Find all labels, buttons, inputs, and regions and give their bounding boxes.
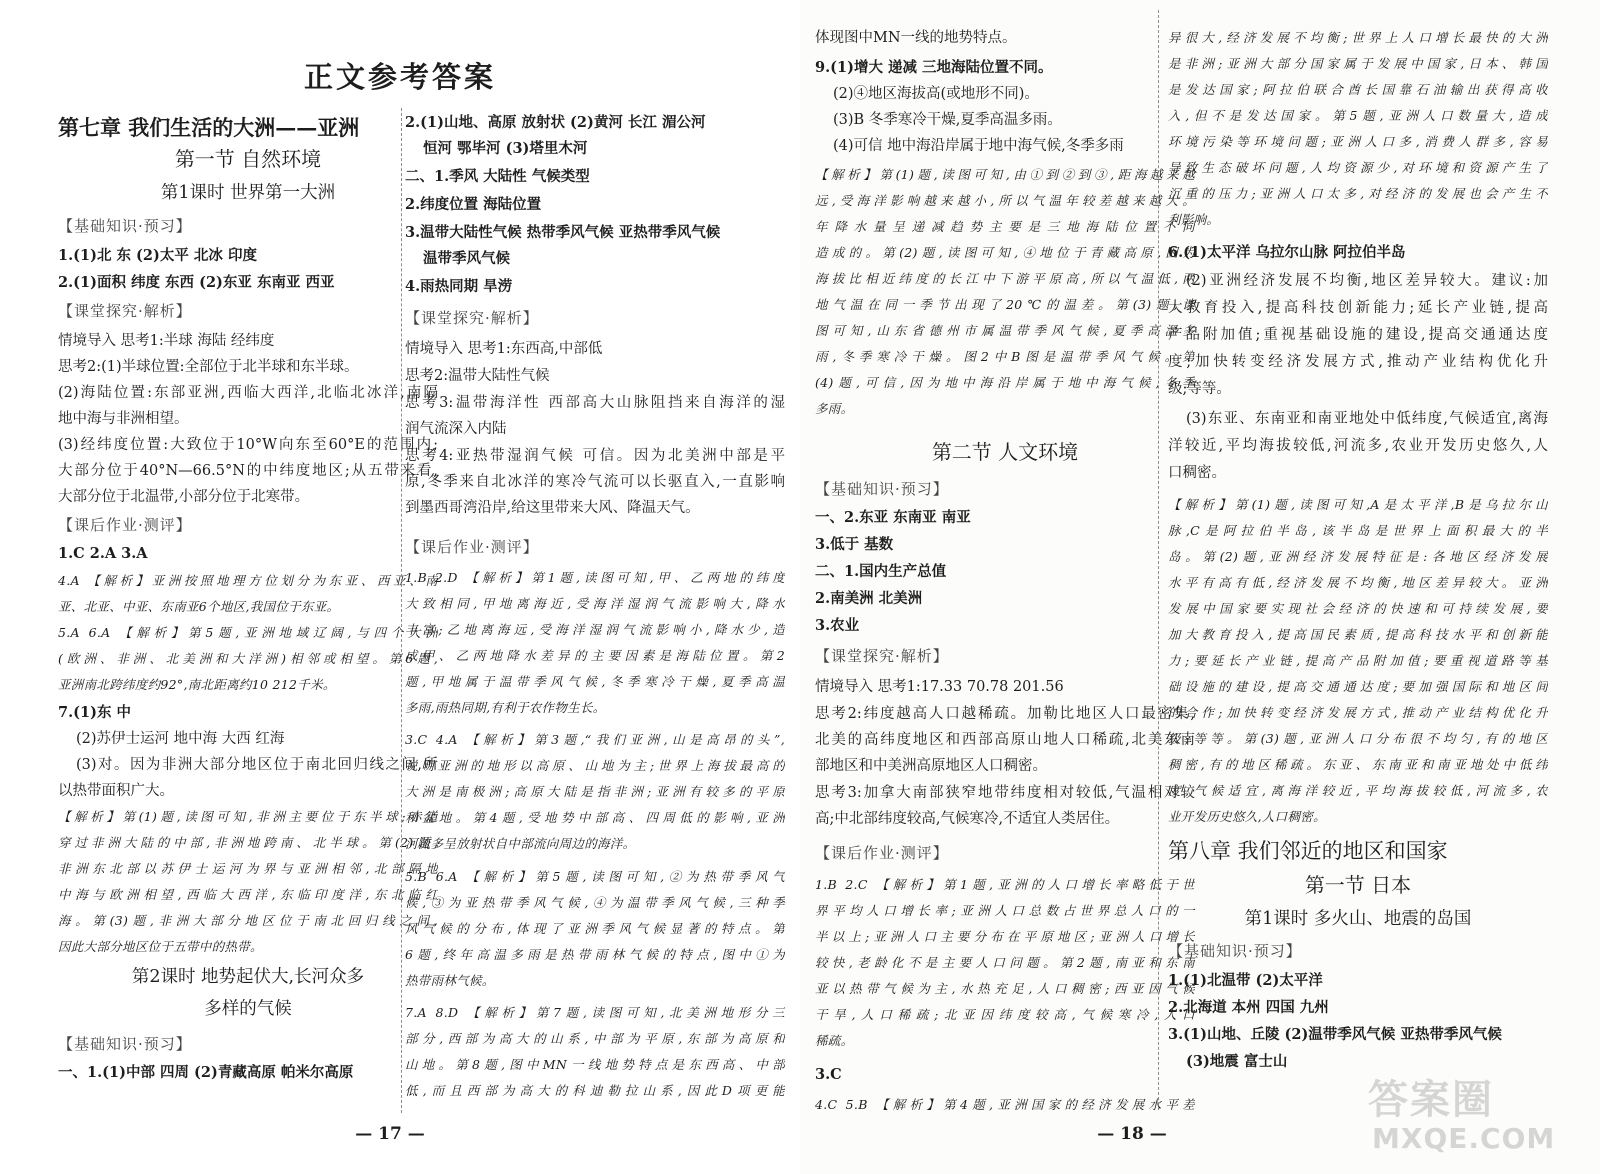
explanation-line: 岛。第(2)题,亚洲经济发展特征是:各地区经济发展 [1168,549,1548,564]
answer-line: 思考4:亚热带湿润气候 可信。因为北美洲中部是平 [405,448,785,464]
page-number: — 18 — [1097,1124,1167,1144]
explanation-line: 中海与欧洲相望,西临大西洋,东临印度洋,东北临红 [58,887,438,902]
explanation-line: 海。第(3)题,非洲大部分地区位于南北回归线之间, [58,913,438,928]
answer-line: 一、2.东亚 东南亚 南亚 [815,509,971,526]
answer-line: 情境导入 思考1:东西高,中部低 [405,341,603,357]
column-divider [401,108,402,1113]
answer-line: 1.(1)北 东 (2)太平 北冰 印度 [58,247,257,264]
answer-line: 以热带面积广大。 [58,783,174,799]
page-number: — 17 — [355,1124,425,1144]
answer-line: 2.北海道 本州 四国 九州 [1168,999,1329,1016]
explanation-line: 大致相同,甲地离海近,受海洋湿润气流影响大,降水 [405,596,785,611]
answer-line: 3.(1)山地、丘陵 (2)温带季风气候 亚热带季风气候 [1168,1026,1502,1043]
answer-line: 3.温带大陆性气候 热带季风气候 亚热带季风气候 [405,224,721,241]
explanation-line: 环境污染等环境问题;亚洲人口多,消费人群多,容易 [1168,134,1548,149]
answer-line: 度;加快转变经济发展方式,推动产业结构优化升 [1168,354,1548,370]
answer-line: 部地区和中美洲高原地区人口稠密。 [815,758,1047,774]
answer-line: 情境导入 思考1:半球 海陆 经纬度 [58,333,275,349]
subsection-tag: 【课堂探究·解析】 [815,647,949,665]
answer-line: 温带季风气候 [423,250,510,267]
answer-line: 洋较近,平均海拔较低,河流多,农业开发历史悠久,人 [1168,438,1548,454]
explanation-line: 多雨。 [815,401,854,416]
section-heading: 第一节 自然环境 [174,147,322,171]
explanation-line: 1.B 2.D 【解析】第1题,读图可知,甲、乙两地的纬度 [405,570,785,585]
explanation-line: 6题,终年高温多雨是热带雨林气候的特点,图中①为 [405,947,785,962]
answer-line: 润气流深入内陆 [405,421,507,437]
answer-line: 3.低于 基数 [815,536,894,553]
lesson-heading: 第1课时 世界第一大洲 [160,183,336,203]
answer-line: 二、1.季风 大陆性 气候类型 [405,168,590,185]
subsection-tag: 【基础知识·预习】 [815,480,949,498]
explanation-line: 干旱,人口稀疏;北亚因纬度较高,气候寒冷,人口 [815,1007,1195,1022]
page-title: 正文参考答案 [303,60,496,94]
answer-line: 思考2:温带大陆性气候 [405,368,550,384]
section-heading: 第一节 日本 [1304,873,1412,897]
explanation-line: 利影响。 [1168,212,1220,227]
explanation-line: 础设施的建设,提高交通通达度;要加强国际和地区间 [1168,679,1548,694]
column-1 [58,0,438,1130]
explanation-line: 丰富;乙地离海远,受海洋湿润气流影响小,降水少,造 [405,622,785,637]
explanation-line: 大洲是南极洲;高原大陆是指非洲;亚洲有较多的平原 [405,784,785,799]
answer-line: 1.C 2.A 3.A [58,545,148,562]
section-heading: 第二节 人文环境 [931,440,1079,464]
answer-line: 思考3:加拿大南部狭窄地带纬度相对较低,气温相对较 [815,785,1195,801]
answer-line: 大教育投入,提高科技创新能力;延长产业链,提高 [1168,300,1548,316]
answer-line: 思考3:温带海洋性 西部高大山脉阻挡来自海洋的湿 [405,395,785,411]
answer-line: (2)海陆位置:东部亚洲,西临大西洋,北临北冰洋,南隔 [58,385,438,401]
answer-line: 原,冬季来自北冰洋的寒冷气流可以长驱直入,一直影响 [405,474,785,490]
explanation-line: 半以上;亚洲人口主要分布在平原地区;亚洲人口增长 [815,929,1195,944]
answer-line: 3.农业 [815,617,860,634]
explanation-line: 和盆地。第4题,受地势中部高、四周低的影响,亚洲 [405,810,785,825]
explanation-line: 力;要延长产业链,提高产品附加值;要重视道路等基 [1168,653,1548,668]
explanation-line: 亚、北亚、中亚、东南亚6个地区,我国位于东亚。 [58,599,340,614]
explanation-line: 亚以热带气候为主,水热充足,人口稠密;西亚因气候 [815,981,1195,996]
answer-line: (3)B 冬季寒冷干燥,夏季高温多雨。 [833,112,1062,128]
subsection-tag: 【课堂探究·解析】 [405,309,539,327]
explanation-line: 沉重的压力;亚洲人口太多,对经济的发展也会产生不 [1168,186,1548,201]
watermark-url: MXQE.COM [1372,1122,1556,1155]
answer-line: 大部分位于40°N—66.5°N的中纬度地区;从五带来看, [58,463,438,479]
explanation-line: 水平有高有低,经济发展不均衡,地区差异较大。亚洲 [1168,575,1548,590]
explanation-line: 导致生态破坏问题,人均资源少,对环境和资源产生了 [1168,160,1548,175]
subsection-tag: 【基础知识·预习】 [1168,942,1302,960]
explanation-line: 河流多呈放射状自中部流向周边的海洋。 [405,836,636,851]
explanation-line: 入,但不是发达国家。第5题,亚洲人口数量大,造成 [1168,108,1548,123]
explanation-line: 年降水量呈递减趋势主要是三地海陆位置不同 [815,219,1195,234]
answer-line: 4.雨热同期 旱涝 [405,278,513,295]
explanation-line: (4)题,可信,因为地中海沿岸属于地中海气候,冬季 [815,375,1195,390]
column-3 [815,0,1195,1130]
explanation-line: 加大教育投入,提高国民素质,提高科技水平和创新能 [1168,627,1548,642]
answer-line: (3)东亚、东南亚和南亚地处中低纬度,气候适宜,离海 [1186,411,1548,427]
explanation-line: 1.B 2.C 【解析】第1题,亚洲的人口增长率略低于世 [815,877,1195,892]
explanation-line: 低,而且西部为高大的科迪勒拉山系,因此D项更能 [405,1083,785,1098]
explanation-line: 亚洲南北跨纬度约92°,南北距离约10 212千米。 [58,677,336,692]
explanation-line: 造成的。第(2)题,读图可知,④地位于青藏高原,因为 [815,245,1195,260]
answer-line: 2.(1)面积 纬度 东西 (2)东亚 东南亚 西亚 [58,274,335,291]
explanation-line: (欧洲、非洲、北美洲和大洋洲)相邻或相望。第6题, [58,651,438,666]
explanation-line: 地气温在同一季节出现了20℃的温差。第(3)题,读 [815,297,1195,312]
explanation-line: 是非洲;亚洲大部分国家属于发展中国家,日本、韩国 [1168,56,1548,71]
subsection-tag: 【课堂探究·解析】 [58,302,192,320]
explanation-line: 【解析】第(1)题,读图可知,非洲主要位于东半球;赤道 [58,809,438,824]
explanation-line: 稀疏。 [815,1033,854,1048]
answer-line: 产品附加值;重视基础设施的建设,提高交通通达度 [1168,327,1548,343]
chapter-heading: 第八章 我们邻近的地区和国家 [1168,839,1448,863]
answer-line: 二、1.国内生产总值 [815,563,947,580]
answer-line: 9.(1)增大 递减 三地海陆位置不同。 [815,59,1053,76]
answer-line: 情境导入 思考1:17.33 70.78 201.56 [815,679,1064,695]
explanation-line: 多雨,雨热同期,有利于农作物生长。 [405,700,606,715]
answer-line: 思考2:(1)半球位置:全部位于北半球和东半球。 [58,359,359,375]
answer-line: 体现图中MN一线的地势特点。 [815,30,1017,46]
answer-line: 2.纬度位置 海陆位置 [405,196,542,213]
explanation-line: 远,受海洋影响越来越小,所以气温年较差越来越大。 [815,193,1195,208]
column-divider [1158,10,1159,1110]
answer-line: 1.(1)北温带 (2)太平洋 [1168,972,1323,989]
subsection-tag: 【课后作业·测评】 [58,516,192,534]
explanation-line: 雨,冬季寒冷干燥。图2中B图是温带季风气候。第 [815,349,1195,364]
chapter-heading: 第七章 我们生活的大洲——亚洲 [58,115,360,140]
lesson-heading: 多样的气候 [204,999,292,1019]
lesson-heading: 第1课时 多火山、地震的岛国 [1244,909,1472,929]
explanation-line: 候,③为亚热带季风气候,④为温带季风气候,三种季 [405,895,785,910]
answer-line: 到墨西哥湾沿岸,给这里带来大风、降温天气。 [405,500,700,516]
answer-line: 级;等等。 [1168,381,1231,397]
explanation-line: 7.A 8.D 【解析】第7题,读图可知,北美洲地形分三 [405,1005,785,1020]
explanation-line: 4.A 【解析】亚洲按照地理方位划分为东亚、西亚、南 [58,573,438,588]
answer-line: 思考2:纬度越高人口越稀疏。加勒比地区人口最密集, [815,706,1195,722]
explanation-line: 【解析】第(1)题,读图可知,由①到②到③,距海越来越 [815,167,1195,182]
explanation-line: 较快,老龄化不是主要人口问题。第2题,南亚和东南 [815,955,1195,970]
answer-line: 3.C [815,1066,842,1083]
answer-line: (4)可信 地中海沿岸属于地中海气候,冬季多雨 [833,138,1124,154]
subsection-tag: 【基础知识·预习】 [58,1035,192,1053]
answer-line: 2.南美洲 北美洲 [815,590,923,607]
lesson-heading: 第2课时 地势起伏大,长河众多 [131,967,365,987]
explanation-line: 业开发历史悠久,人口稠密。 [1168,809,1326,824]
explanation-line: 5.A 6.A 【解析】第5题,亚洲地域辽阔,与四个大洲 [58,625,438,640]
explanation-line: 部分,西部为高大的山系,中部为平原,东部为高原和 [405,1031,785,1046]
answer-line: 一、1.(1)中部 四周 (2)青藏高原 帕米尔高原 [58,1064,354,1081]
explanation-line: 异很大,经济发展不均衡;世界上人口增长最快的大洲 [1168,30,1548,45]
explanation-line: 脉,C是阿拉伯半岛,该半岛是世界上面积最大的半 [1168,523,1548,538]
column-4 [1168,0,1548,1130]
explanation-line: 成甲、乙两地降水差异的主要因素是海陆位置。第2 [405,648,785,663]
answer-line: (2)④地区海拔高(或地形不同)。 [833,86,1039,102]
explanation-line: 热带雨林气候。 [405,973,495,988]
explanation-line: 题,甲地属于温带季风气候,冬季寒冷干燥,夏季高温 [405,674,785,689]
explanation-line: 界平均人口增长率;亚洲人口总数占世界总人口的一 [815,903,1195,918]
explanation-line: 说明亚洲的地形以高原、山地为主;世界上海拔最高的 [405,758,785,773]
explanation-line: 发展中国家要实现社会经济的快速和可持续发展,要 [1168,601,1548,616]
answer-line: (3)经纬度位置:大致位于10°W向东至60°E的范围内; [58,437,438,453]
answer-line: (2)苏伊士运河 地中海 大西 红海 [76,731,285,747]
explanation-line: 3.C 4.A 【解析】第3题,“我们亚洲,山是高昂的头”, [405,732,785,747]
answer-line: 6.(1)太平洋 乌拉尔山脉 阿拉伯半岛 [1168,244,1406,261]
subsection-tag: 【课后作业·测评】 [815,844,949,862]
explanation-line: 4.C 5.B 【解析】第4题,亚洲国家的经济发展水平差 [815,1097,1195,1112]
answer-line: 口稠密。 [1168,465,1226,481]
explanation-line: 是发达国家;阿拉伯联合酋长国靠石油输出获得高收 [1168,82,1548,97]
explanation-line: 因此大部分地区位于五带中的热带。 [58,939,263,954]
explanation-line: 图可知,山东省德州市属温带季风气候,夏季高温多 [815,323,1195,338]
explanation-line: 【解析】第(1)题,读图可知,A是太平洋,B是乌拉尔山 [1168,497,1548,512]
explanation-line: 级;等等。第(3)题,亚洲人口分布很不均匀,有的地区 [1168,731,1548,746]
answer-line: 恒河 鄂毕河 (3)塔里木河 [423,140,588,157]
explanation-line: 稠密,有的地区稀疏。东亚、东南亚和南亚地处中低纬 [1168,757,1548,772]
answer-line: (3)地震 富士山 [1186,1053,1288,1070]
explanation-line: 海拔比相近纬度的长江中下游平原高,所以气温低,两 [815,271,1195,286]
explanation-line: 非洲东北部以苏伊士运河为界与亚洲相邻,北部隔地 [58,861,438,876]
right-page [800,0,1600,1174]
explanation-line: 山地。第8题,图中MN一线地势特点是东西高、中部 [405,1057,785,1072]
answer-line: 北美的高纬度地区和西部高原山地人口稀疏,北美东南 [815,732,1195,748]
answer-line: 7.(1)东 中 [58,704,131,721]
answer-line: 2.(1)山地、高原 放射状 (2)黄河 长江 湄公河 [405,114,706,131]
explanation-line: 穿过非洲大陆的中部,非洲地跨南、北半球。第(2)题, [58,835,438,850]
answer-line: (2)亚洲经济发展不均衡,地区差异较大。建议:加 [1186,273,1548,289]
column-2 [405,0,785,1130]
explanation-line: 度,气候适宜,离海洋较近,平均海拔较低,河流多,农 [1168,783,1548,798]
answer-line: 大部分位于北温带,小部分位于北寒带。 [58,489,310,505]
watermark-logo: 答案圈 [1368,1076,1494,1123]
answer-line: 高;中北部纬度较高,气候寒冷,不适宜人类居住。 [815,811,1120,827]
answer-line: (3)对。因为非洲大部分地区位于南北回归线之间,所 [76,757,438,773]
explanation-line: 风气候的分布,体现了亚洲季风气候显著的特点。第 [405,921,785,936]
explanation-line: 的合作;加快转变经济发展方式,推动产业结构优化升 [1168,705,1548,720]
subsection-tag: 【基础知识·预习】 [58,217,192,235]
subsection-tag: 【课后作业·测评】 [405,538,539,556]
answer-line: 地中海与非洲相望。 [58,411,189,427]
explanation-line: 5.B 6.A 【解析】第5题,读图可知,②为热带季风气 [405,869,785,884]
